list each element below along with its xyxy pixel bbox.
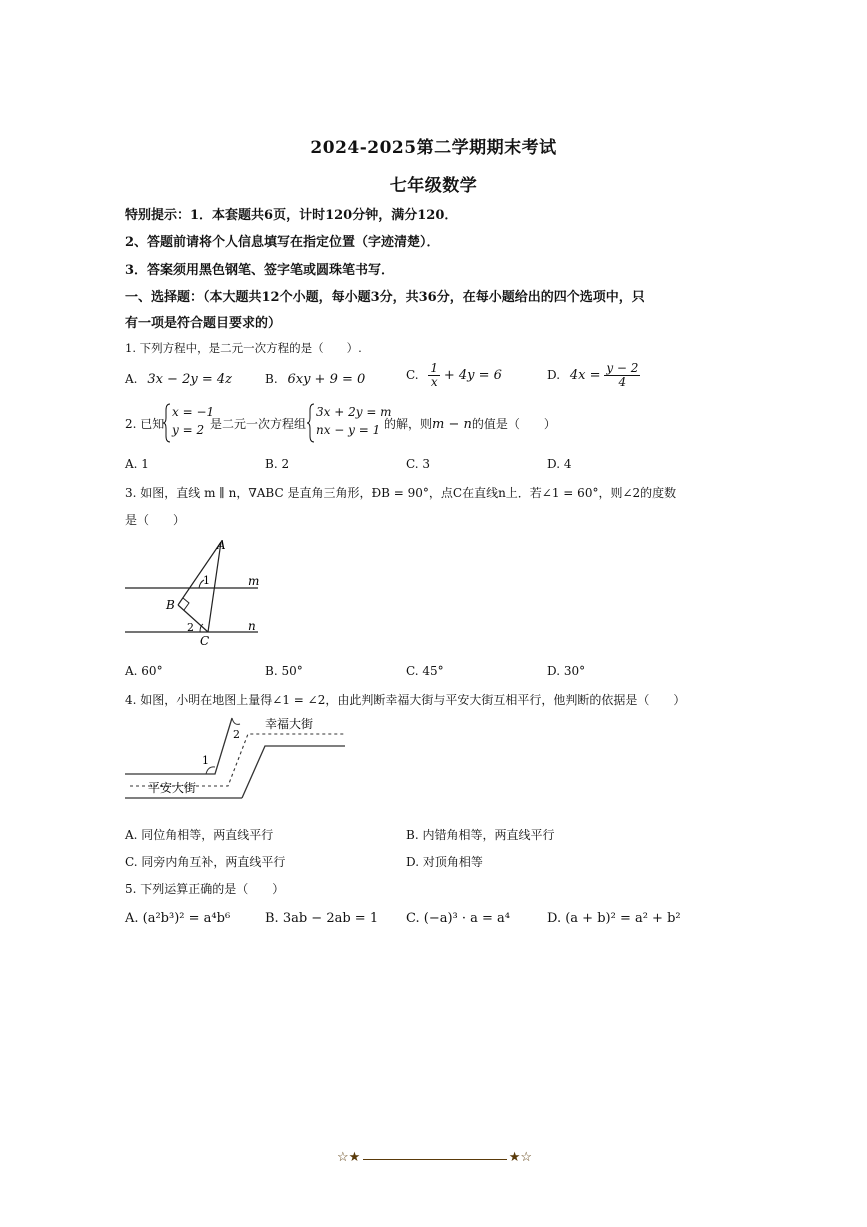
q2-sys1-top: x = −1 bbox=[172, 405, 215, 419]
q1-a-label: A. bbox=[125, 372, 138, 386]
q4-option-c: C. 同旁内角互补，两直线平行 bbox=[125, 855, 286, 869]
label-n: n bbox=[248, 619, 256, 633]
q4-stem: 4. 如图，小明在地图上量得∠1 = ∠2，由此判断幸福大街与平安大街互相平行，他判断的依据是（ ） bbox=[125, 693, 686, 707]
q1-a-expr: 3x − 2y = 4z bbox=[147, 372, 232, 387]
q2-suffix-b: 的值是（ ） bbox=[471, 417, 556, 431]
label-b: B bbox=[166, 598, 175, 612]
q1-c-rest: + 4y = 6 bbox=[443, 368, 502, 383]
q1-c-denominator: x bbox=[430, 375, 438, 389]
label-angle-2: 2 bbox=[187, 621, 194, 634]
q2-suffix bbox=[384, 415, 556, 432]
q1-b-expr: 6xy + 9 = 0 bbox=[287, 372, 366, 387]
street-label-pingan: 平安大街 bbox=[148, 781, 197, 795]
q3-option-c: C. 45° bbox=[406, 664, 444, 678]
q3-option-a: A. 60° bbox=[125, 664, 163, 678]
q2-system-1 bbox=[172, 403, 214, 439]
q2-brace-1 bbox=[162, 402, 172, 444]
q1-d-numerator: y − 2 bbox=[606, 361, 639, 375]
q4-option-a: A. 同位角相等，两直线平行 bbox=[125, 828, 274, 842]
q1-d-label: D. bbox=[547, 368, 561, 382]
q2-option-c: C. 3 bbox=[406, 457, 431, 471]
q2-mid: 是二元一次方程组 bbox=[210, 417, 307, 431]
road-edge-upper bbox=[125, 718, 232, 774]
q1-c-numerator: 1 bbox=[430, 361, 439, 375]
q2-sys1-bottom: y = 2 bbox=[172, 423, 205, 437]
q1-c-fraction bbox=[428, 362, 440, 389]
q2-option-b: B. 2 bbox=[265, 457, 290, 471]
footer-right-stars: ★☆ bbox=[508, 1150, 532, 1165]
triangle-side-ac bbox=[208, 542, 221, 632]
section-heading-line-2: 有一项是符合题目要求的） bbox=[125, 316, 282, 331]
q4-option-b: B. 内错角相等，两直线平行 bbox=[406, 828, 555, 842]
q1-option-a bbox=[125, 372, 232, 387]
section-heading-line-1: 一、选择题：（本大题共12个小题，每小题3分，共36分，在每小题给出的四个选项中，只 bbox=[125, 290, 645, 305]
instruction-line-3: 3．答案须用黑色钢笔、签字笔或圆珠笔书写． bbox=[125, 263, 395, 278]
footer-left-stars: ☆★ bbox=[337, 1150, 361, 1165]
q2-option-d: D. 4 bbox=[547, 457, 572, 471]
road-centre-line bbox=[130, 734, 345, 786]
label-angle-1: 1 bbox=[203, 574, 210, 587]
q1-d-lhs: 4x = bbox=[569, 368, 601, 383]
label-angle-2: 2 bbox=[233, 728, 240, 741]
page-footer bbox=[337, 1150, 532, 1170]
q1-option-b bbox=[265, 372, 365, 387]
q2-sys2-top: 3x + 2y = m bbox=[316, 405, 392, 419]
q1-d-fraction bbox=[604, 362, 640, 389]
q1-c-label: C. bbox=[406, 368, 419, 382]
street-label-xingfu: 幸福大街 bbox=[265, 717, 314, 731]
q5-option-b: B. 3ab − 2ab = 1 bbox=[265, 911, 379, 926]
q2-sys2-bottom: nx − y = 1 bbox=[316, 423, 381, 437]
q1-option-d bbox=[547, 362, 640, 389]
q1-d-denominator: 4 bbox=[618, 375, 627, 389]
q2-prefix: 2. 已知 bbox=[125, 417, 165, 431]
exam-title: 2024-2025第二学期期末考试 bbox=[310, 138, 557, 158]
q1-stem: 1. 下列方程中，是二元一次方程的是（ ）. bbox=[125, 341, 362, 355]
angle-1-arc bbox=[206, 767, 215, 774]
q3-figure bbox=[120, 535, 270, 650]
label-m: m bbox=[248, 574, 260, 588]
q5-option-d: D. (a + b)² = a² + b² bbox=[547, 911, 681, 926]
q3-option-b: B. 50° bbox=[265, 664, 303, 678]
q2-brace-2 bbox=[306, 402, 316, 444]
label-angle-1: 1 bbox=[202, 754, 209, 767]
q3-stem-line-2: 是（ ） bbox=[125, 513, 186, 527]
q1-option-c bbox=[406, 362, 502, 389]
q2-option-a: A. 1 bbox=[125, 457, 149, 471]
instruction-line-1: 特别提示：1．本套题共6页，计时120分钟，满分120． bbox=[125, 208, 458, 223]
q3-option-d: D. 30° bbox=[547, 664, 586, 678]
q5-stem: 5. 下列运算正确的是（ ） bbox=[125, 882, 285, 896]
q2-system-2 bbox=[316, 403, 392, 439]
label-c: C bbox=[200, 634, 210, 648]
q4-map-figure bbox=[120, 712, 350, 812]
q2-suffix-a: 的解，则 bbox=[384, 417, 433, 431]
q2-suffix-expr: m − n bbox=[432, 417, 472, 432]
angle-2-arc bbox=[232, 718, 240, 724]
q3-stem-line-1: 3. 如图，直线 m ∥ n，∇ABC 是直角三角形，ÐB = 90°，点C在直线n上．若∠1 = 60°，则∠2的度数 bbox=[125, 486, 677, 500]
exam-subtitle: 七年级数学 bbox=[389, 176, 478, 196]
q5-option-c: C. (−a)³ · a = a⁴ bbox=[406, 911, 511, 926]
label-a: A bbox=[217, 538, 226, 552]
footer-rule bbox=[363, 1159, 507, 1160]
triangle-side-ab bbox=[178, 542, 221, 605]
q4-option-d: D. 对顶角相等 bbox=[406, 855, 483, 869]
right-angle-mark bbox=[183, 598, 189, 610]
q1-b-label: B. bbox=[265, 372, 278, 386]
q5-option-a: A. (a²b³)² = a⁴b⁶ bbox=[125, 911, 231, 926]
road-edge-right bbox=[242, 746, 345, 798]
instruction-line-2: 2、答题前请将个人信息填写在指定位置（字迹清楚）． bbox=[125, 235, 440, 250]
